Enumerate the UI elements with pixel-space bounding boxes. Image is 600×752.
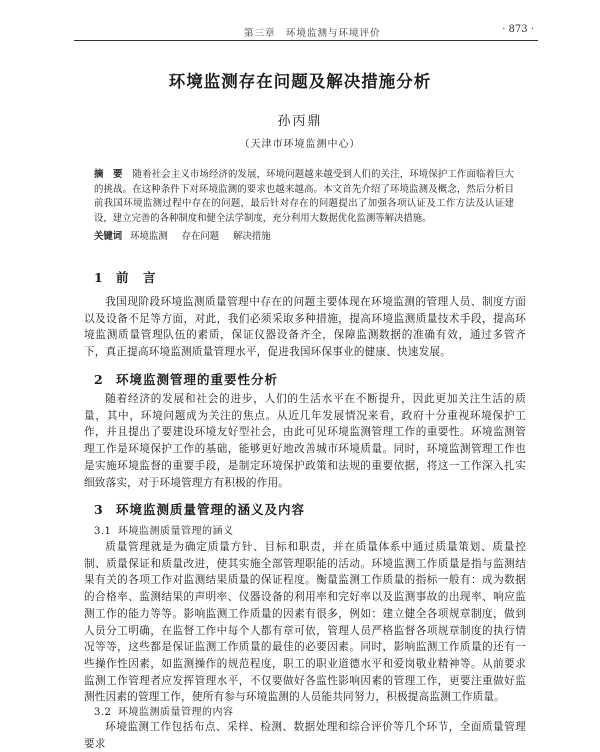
subsection-title: 环境监测质量管理的内容 <box>118 707 234 718</box>
subsection-heading <box>94 522 234 537</box>
abstract-label: 摘 要 <box>94 169 123 180</box>
section-title: 环境监测管理的重要性分析 <box>116 372 279 387</box>
section-title: 前 言 <box>116 270 157 285</box>
section-heading <box>94 500 305 518</box>
chapter-title: 第三章 环境监测与环境评价 <box>244 28 381 39</box>
keyword: 环境监测 <box>130 231 168 242</box>
section-number: 3 <box>94 502 104 517</box>
author-name: 孙丙鼎 <box>277 114 323 129</box>
author-affiliation: （天津市环境监测中心） <box>239 139 361 150</box>
keyword: 存在问题 <box>181 231 220 242</box>
abstract <box>94 168 514 226</box>
subsection-paragraph: 环境监测工作包括布点、采样、检测、数据处理和综合评价等几个环节，全面质量管理要求 <box>84 721 526 750</box>
abstract-text: 随着社会主义市场经济的发展，环境问题越来越受到人们的关注，环境保护工作面临着巨大的挑战。在这种条件下对环境监测的要求也越来越高。本文首先介绍了环境监测及概念，然后分析目前我国环境监测过程中存在的问题，最后针对存在的问题提出了加强各项认证及工作方法及认证建设，建立完善的各种制度和健全法学制度，充分利用大数据优化监测等解决措施。 <box>94 169 514 224</box>
page-number: · 873 · <box>502 24 534 35</box>
running-header <box>74 22 538 41</box>
section-paragraph: 我国现阶段环境监测质量管理中存在的问题主要体现在环境监测的管理人员、制度方面以及设备不足等方面，对此，我们必须采取多种措施，提高环境监测质量技术手段，提高环境监测质量管理队伍的素质，保证仪器设备齐全，保障监测数据的准确有效，通过多管齐下，真正提高环境监测质量管理水平，促进我国环保事业的健康、快速发展。 <box>84 296 526 359</box>
subsection-paragraph: 质量管理就是为确定质量方针、目标和职责，并在质量体系中通过质量策划、质量控制、质量保证和质量改进，使其实施全部管理职能的活动。环境监测工作质量是指与监测结果有关的各项工作对监测结果质量的保证程度。衡量监测工作质量的指标一般有：成为数据的合格率、监测结果的声明率、仪器设备的利用率和完好率以及监测事故的出现率、响应监测工作的能力等等。影响监测工作质量的因素有很多，例如：建立健全各项规章制度，做到人员分工明确，在监督工作中每个人都有章可依，管理人员严格监督各项规章制度的执行情况等等，这些都是保证监测工作质量的最佳的必要因素。同时，影响监测工作质量的还有一些操作性因素，如监测操作的规范程度，职工的职业道德水平和爱岗敬业精神等。从前要求监测工作管理者应发挥管理水平，不仅要做好各监性影响因素的管理工作，更要注重做好监测性因素的管理工作，使所有参与环境监测的人员能共同努力，积极提高监测工作质量。 <box>84 541 526 704</box>
section-heading <box>94 370 278 388</box>
keyword: 解决措施 <box>233 231 271 242</box>
section-number: 2 <box>94 372 104 387</box>
section-number: 1 <box>94 270 104 285</box>
section-title: 环境监测质量管理的涵义及内容 <box>116 502 306 517</box>
subsection-number: 3.1 <box>94 526 112 537</box>
subsection-title: 环境监测质量管理的涵义 <box>118 526 234 537</box>
section-paragraph: 随着经济的发展和社会的进步，人们的生活水平在不断提升，因此更加关注生活的质量，其中，环境问题成为关注的焦点。从近几年发展情况来看，政府十分重视环境保护工作，并且提出了要建设环境友好型社会，由此可见环境监测管理工作的重要性。环境监测管理工作是环境保护工作的基础，能够更好地改善城市环境质量。同时，环境监测管理工作也是实施环境监督的重要手段，是制定环境保护政策和法规的重要依据，将这一工作深入扎实细致落实，对于环境管理方有积极的作用。 <box>84 393 526 489</box>
subsection-heading <box>94 703 234 718</box>
article-title: 环境监测存在问题及解决措施分析 <box>168 72 432 91</box>
section-heading <box>94 268 157 286</box>
subsection-number: 3.2 <box>94 707 112 718</box>
keywords <box>94 230 514 244</box>
keywords-label: 关键词 <box>94 231 123 242</box>
